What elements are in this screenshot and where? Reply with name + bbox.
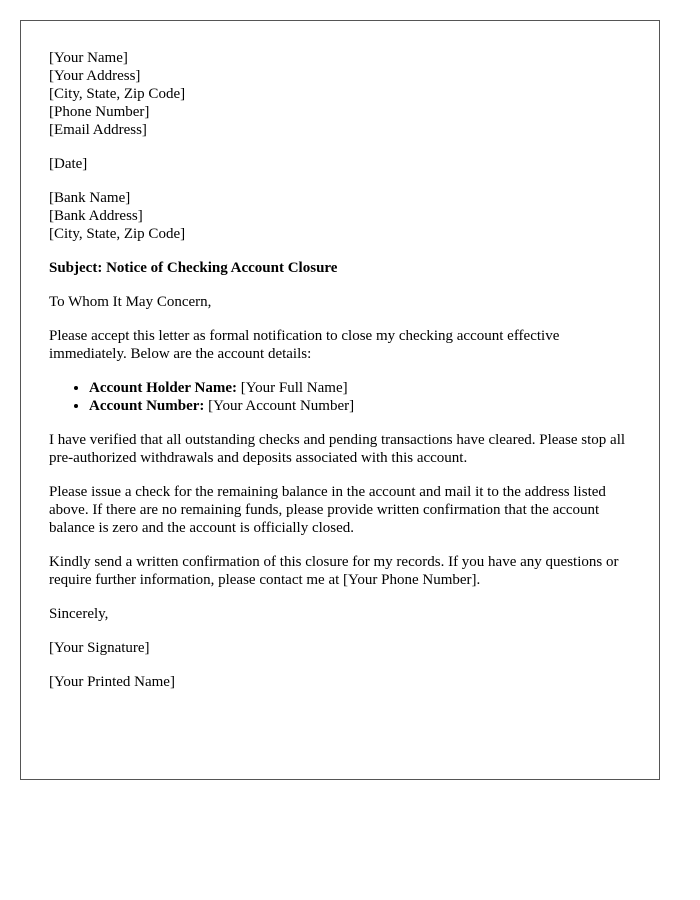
sender-name: [Your Name] [49,50,128,66]
sender-address: [Your Address] [49,68,141,84]
verification-paragraph: I have verified that all outstanding checks and pending transactions have cleared. Please stop all pre-authorized withdrawals and deposits associated with this account. [49,432,626,466]
intro-paragraph: Please accept this letter as formal notification to close my checking account effective immediately. Below are the account details: [49,328,560,362]
subject-line: Subject: Notice of Checking Account Closure [49,260,338,276]
list-item [89,379,639,397]
account-holder-label: Account Holder Name: [89,380,238,396]
letter-date: [Date] [49,156,88,172]
account-details-list [49,379,639,415]
bank-name: [Bank Name] [49,190,131,206]
printed-name: [Your Printed Name] [49,674,175,690]
sender-block [49,49,639,139]
sender-city-state-zip: [City, State, Zip Code] [49,86,186,102]
sender-email: [Email Address] [49,122,147,138]
letter-content [49,49,639,707]
sender-phone: [Phone Number] [49,104,150,120]
bank-address: [Bank Address] [49,208,143,224]
letter-page [20,20,660,780]
list-item [89,397,639,415]
balance-paragraph: Please issue a check for the remaining balance in the account and mail it to the address listed above. If there are no remaining funds, please provide written confirmation that the account balance is zero and the account is officially closed. [49,484,606,536]
account-holder-value: [Your Full Name] [237,380,348,396]
account-number-value: [Your Account Number] [204,398,355,414]
signature: [Your Signature] [49,640,150,656]
date-block [49,155,639,173]
closing: Sincerely, [49,606,109,622]
account-number-label: Account Number: [89,398,205,414]
recipient-block [49,189,639,243]
confirmation-paragraph: Kindly send a written confirmation of this closure for my records. If you have any questions or require further information, please contact me at [Your Phone Number]. [49,554,619,588]
bank-city-state-zip: [City, State, Zip Code] [49,226,186,242]
salutation: To Whom It May Concern, [49,294,212,310]
